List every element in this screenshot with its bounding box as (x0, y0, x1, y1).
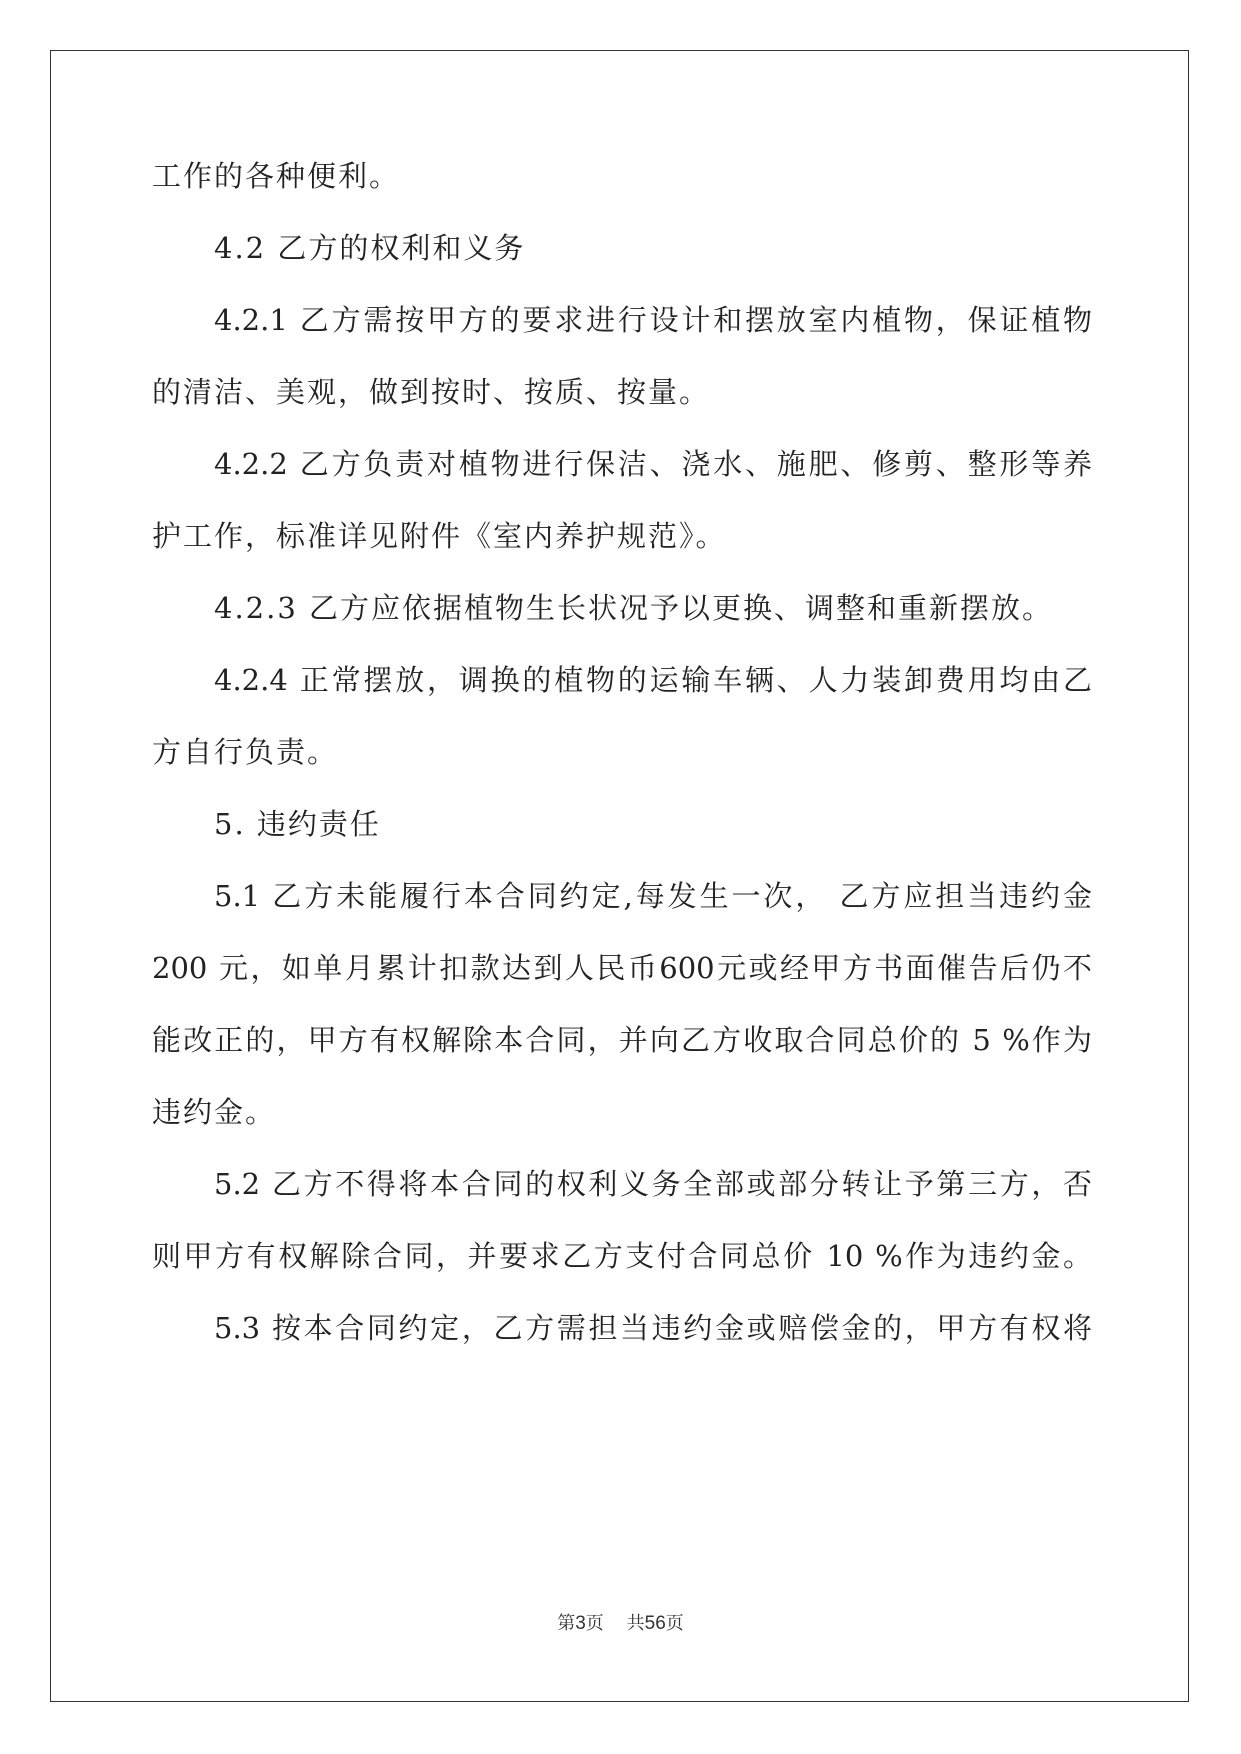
text-line: 的清洁、美观，做到按时、按质、按量。 (152, 375, 711, 409)
text-line: 则甲方有权解除合同，并要求乙方支付合同总价 10 %作为违约金。 (152, 1239, 1092, 1273)
text-line: 200 元，如单月累计扣款达到人民币600元或经甲方书面催告后仍不 (152, 951, 1092, 985)
section-heading: 5. 违约责任 (214, 807, 381, 841)
text-line: 违约金。 (152, 1095, 277, 1129)
text-line: 4.2.1 乙方需按甲方的要求进行设计和摆放室内植物，保证植物 (214, 303, 1092, 337)
section-heading: 4.2 乙方的权利和义务 (214, 231, 526, 265)
text-line: 4.2.4 正常摆放，调换的植物的运输车辆、人力装卸费用均由乙 (214, 663, 1092, 697)
text-line: 4.2.2 乙方负责对植物进行保洁、浇水、施肥、修剪、整形等养 (214, 447, 1092, 481)
text-line: 5.1 乙方未能履行本合同约定,每发生一次， 乙方应担当违约金 (214, 879, 1092, 913)
text-line: 护工作，标准详见附件《室内养护规范》。 (152, 519, 727, 553)
text-line: 5.3 按本合同约定，乙方需担当违约金或赔偿金的，甲方有权将 (214, 1311, 1092, 1345)
total-pages: 56 (644, 1613, 666, 1634)
text-line: 工作的各种便利。 (152, 159, 401, 193)
page-prefix: 第 (557, 1613, 576, 1634)
page-number: 3 (575, 1613, 586, 1634)
page-suffix: 页 (585, 1613, 604, 1634)
text-line: 4.2.3 乙方应依据植物生长状况予以更换、调整和重新摆放。 (214, 591, 1054, 625)
text-line: 方自行负责。 (152, 735, 339, 769)
total-prefix: 共 (626, 1613, 645, 1634)
text-line: 5.2 乙方不得将本合同的权利义务全部或部分转让予第三方，否 (214, 1167, 1092, 1201)
page-footer (0, 1612, 1241, 1636)
text-line: 能改正的，甲方有权解除本合同，并向乙方收取合同总价的 5 %作为 (152, 1023, 1092, 1057)
total-suffix: 页 (665, 1613, 684, 1634)
